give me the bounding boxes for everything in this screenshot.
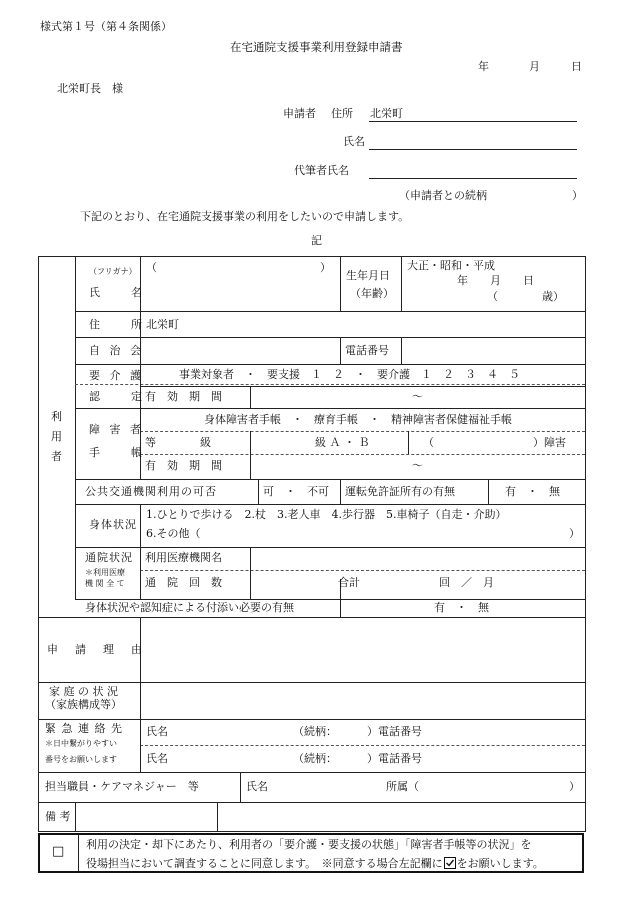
disability-types[interactable]: 身体障害者手帳 ・ 療育手帳 ・ 精神障害者保健福祉手帳: [204, 413, 512, 426]
disability-paren-open: （: [423, 436, 434, 449]
furigana-open: （: [146, 261, 157, 274]
age-label: （年齢）: [350, 287, 394, 300]
ki-label: 記: [311, 234, 322, 247]
contact-1-relation: （続柄：: [293, 725, 337, 738]
care-validity-label: 有 効 期 間: [145, 390, 222, 403]
escort-options[interactable]: 有 ・ 無: [434, 601, 489, 614]
contact-2-relation-close: ）: [367, 752, 378, 765]
user-address-value: 北栄町: [146, 318, 179, 331]
staff-affiliation-label: 所属（: [386, 780, 419, 793]
relation-close: ）: [572, 189, 583, 202]
application-table: [38, 256, 586, 832]
clinic-note-2: 機 関 全 て: [85, 579, 125, 588]
relation-label: （申請者との続柄: [399, 189, 487, 202]
date-month: 月: [529, 60, 540, 73]
jichikai-label: 自 治 会: [89, 344, 144, 357]
proxy-name-label: 代筆者氏名: [294, 164, 349, 177]
care-options[interactable]: 事業対象者 ・ 要支援 １ ２ ・ 要介護 １ ２ ３ ４ ５: [179, 368, 520, 381]
emergency-note-2: 番号をお願いします: [45, 755, 117, 764]
disability-validity-label: 有 効 期 間: [145, 459, 222, 472]
family-label-2: （家族構成等）: [45, 698, 122, 711]
phone-label: 電話番号: [345, 344, 389, 357]
contact-1-name: 氏名: [146, 725, 168, 738]
name-cell-label: 氏 名: [89, 286, 145, 299]
visit-unit: 回 ／ 月: [439, 576, 494, 589]
address-line[interactable]: [369, 121, 577, 122]
license-options[interactable]: 有 ・ 無: [505, 485, 560, 498]
care-label-2: 認 定: [89, 390, 145, 403]
staff-label: 担当職員・ケアマネジャー 等: [45, 780, 199, 793]
form-title: 在宅通院支援事業利用登録申請書: [230, 40, 403, 54]
body-options-2[interactable]: 6.その他（: [146, 527, 201, 540]
proxy-name-line[interactable]: [369, 178, 577, 179]
family-label-1: 家 庭 の 状 況: [49, 685, 118, 698]
furigana-label: （フリガナ）: [89, 267, 137, 276]
age-paren: （ 歳）: [487, 290, 564, 303]
intro-text: 下記のとおり、在宅通院支援事業の利用をしたいので申請します。: [80, 210, 410, 223]
disability-validity-tilde: ～: [412, 459, 423, 472]
escort-label: 身体状況や認知症による付添い必要の有無: [85, 601, 294, 614]
user-address-label: 住 所: [89, 318, 145, 331]
name-line[interactable]: [369, 149, 577, 150]
staff-name-label: 氏名: [246, 780, 268, 793]
care-validity-tilde: ～: [412, 390, 423, 403]
visit-total: 合計: [338, 576, 360, 589]
era-options[interactable]: 大正・昭和・平成: [407, 259, 495, 272]
addressee: 北栄町長 様: [57, 82, 123, 95]
disability-label-1: 障 害 者: [89, 423, 144, 436]
address-label: 住所: [331, 107, 353, 120]
consent-line-1: 利用の決定・却下にあたり、利用者の「要介護・要支援の状態」「障害者手帳等の状況」を: [86, 838, 532, 851]
furigana-close: ）: [320, 261, 331, 274]
consent-box: [38, 833, 584, 873]
checkmark-icon: [444, 857, 456, 869]
staff-affiliation-close: ）: [569, 780, 580, 793]
birth-ymd: 年 月 日: [457, 274, 534, 287]
body-options-close: ）: [569, 527, 580, 540]
visit-count-label: 通 院 回 数: [145, 576, 222, 589]
disability-paren-close: ）障害: [533, 436, 566, 449]
address-value: 北栄町: [370, 107, 403, 120]
emergency-label: 緊 急 連 絡 先: [45, 722, 123, 735]
grade-label: 等 級: [145, 436, 211, 449]
grade-value[interactable]: 級 Ａ ・ Ｂ: [315, 436, 370, 449]
clinic-status-label: 通院状況: [85, 551, 133, 564]
consent-line-2: 役場担当において調査することに同意します。 ※同意する場合左記欄に をお願いします。: [86, 857, 544, 870]
body-label: 身体状況: [89, 518, 137, 531]
contact-2-phone: 電話番号: [378, 752, 422, 765]
body-options-1[interactable]: 1.ひとりで歩ける 2.杖 3.老人車 4.歩行器 5.車椅子（自走・介助）: [146, 508, 507, 521]
transit-options[interactable]: 可 ・ 不可: [263, 485, 329, 498]
license-label: 運転免許証所有の有無: [345, 485, 455, 498]
remarks-label: 備 考: [45, 810, 71, 823]
emergency-note-1: ＊日中繋がりやすい: [45, 739, 117, 748]
user-label: 利 用 者: [51, 410, 62, 463]
applicant-label: 申請者: [283, 107, 316, 120]
care-label-1: 要 介 護: [89, 369, 144, 382]
contact-2-relation: （続柄：: [293, 752, 337, 765]
date-year: 年: [478, 60, 489, 73]
clinic-note-1: ＊利用医療: [85, 568, 125, 577]
form-number: 様式第１号（第４条関係）: [40, 20, 172, 33]
clinic-name-label: 利用医療機関名: [145, 551, 222, 564]
contact-2-name: 氏名: [146, 752, 168, 765]
name-label: 氏名: [343, 135, 365, 148]
consent-checkbox[interactable]: □: [52, 844, 65, 859]
reason-label: 申 請 理 由: [47, 643, 145, 656]
birth-label: 生年月日: [346, 269, 390, 282]
date-day: 日: [571, 60, 582, 73]
transit-label: 公共交通機関利用の可否: [85, 485, 217, 498]
contact-1-relation-close: ）: [367, 725, 378, 738]
contact-1-phone: 電話番号: [378, 725, 422, 738]
disability-label-2: 手 帳: [89, 446, 145, 459]
